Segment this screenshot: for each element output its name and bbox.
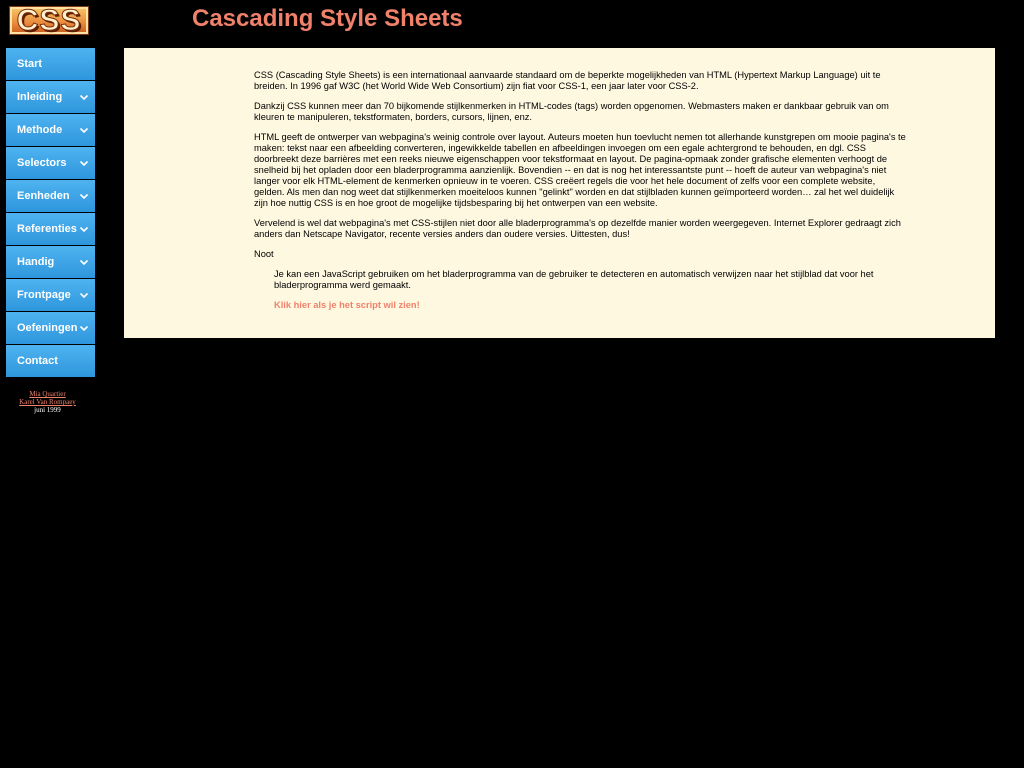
credits	[6, 390, 89, 414]
author-link-karel[interactable]: Karel Van Rompaey	[19, 398, 76, 406]
sidebar-item-label: Contact	[17, 355, 58, 367]
sidebar-item-contact[interactable]	[6, 345, 95, 377]
paragraph-browsers: Vervelend is wel dat webpagina's met CSS-stijlen niet door alle bladerprogramma's op dezelfde manier worden weergegeven. Internet Explorer gedraagt zich anders dan Netscape Navigator, recente versies anders dan oudere versies. Uittesten, dus!	[254, 218, 901, 239]
logo-text: CSS	[16, 3, 82, 37]
sidebar-item-label: Frontpage	[17, 289, 71, 301]
chevron-down-icon	[78, 124, 90, 136]
chevron-down-icon	[78, 322, 90, 334]
paragraph-features: Dankzij CSS kunnen meer dan 70 bijkomende stijlkenmerken in HTML-codes (tags) worden opgenomen. Webmasters maken er dankbaar gebruik van om kleuren te manipuleren, tekstformaten, borders, cursors, lijnen, enz.	[254, 101, 889, 122]
css-logo[interactable]	[9, 3, 89, 37]
chevron-down-icon	[78, 256, 90, 268]
sidebar-item-label: Inleiding	[17, 91, 63, 103]
note-text: Je kan een JavaScript gebruiken om het bladerprogramma van de gebruiker te detecteren en automatisch verwijzen naar het stijlblad dat voor het bladerprogramma werd gemaakt.	[274, 269, 874, 290]
chevron-down-icon	[78, 223, 90, 235]
sidebar-item-start[interactable]	[6, 48, 95, 80]
chevron-down-icon	[78, 289, 90, 301]
sidebar-item-inleiding[interactable]	[6, 81, 95, 113]
sidebar-item-handig[interactable]	[6, 246, 95, 278]
credits-date: juni 1999	[34, 406, 61, 414]
sidebar-item-label: Oefeningen	[17, 322, 78, 334]
sidebar-item-referenties[interactable]	[6, 213, 95, 245]
sidebar-nav	[6, 48, 95, 378]
main-content	[124, 48, 995, 338]
paragraph-intro: CSS (Cascading Style Sheets) is een internationaal aanvaarde standaard om de beperkte mogelijkheden van HTML (Hypertext Markup Language) uit te breiden. In 1996 gaf W3C (het World Wide Web Consortium) zijn fiat voor CSS-1, een jaar later voor CSS-2.	[254, 70, 881, 91]
page-title: Cascading Style Sheets	[192, 5, 463, 32]
sidebar-item-oefeningen[interactable]	[6, 312, 95, 344]
author-link-mia[interactable]: Mia Quartier	[29, 390, 66, 398]
sidebar-item-label: Eenheden	[17, 190, 70, 202]
sidebar-item-label: Start	[17, 58, 43, 70]
sidebar-item-selectors[interactable]	[6, 147, 95, 179]
chevron-down-icon	[78, 157, 90, 169]
sidebar-item-frontpage[interactable]	[6, 279, 95, 311]
sidebar-item-methode[interactable]	[6, 114, 95, 146]
sidebar-item-label: Selectors	[17, 157, 67, 169]
note-label: Noot	[254, 249, 274, 259]
chevron-down-icon	[78, 190, 90, 202]
note-block	[274, 269, 907, 311]
sidebar-item-label: Handig	[17, 256, 55, 268]
sidebar-item-eenheden[interactable]	[6, 180, 95, 212]
paragraph-layout: HTML geeft de ontwerper van webpagina's weinig controle over layout. Auteurs moeten hun toevlucht nemen tot allerhande kunstgrepen om mooie pagina's te maken: tekst naar een afbeelding converteren, ingewikkelde tabellen en afbeeldingen invoegen om een egale achtergrond te behouden, en dgl. CSS doorbreekt deze barrières met een reeks nieuwe eigenschappen voor tekstformaat en layout. De pagina-opmaak zonder grafische elementen verhoogt de snelheid bij het opladen door een bladerprogramma aanzienlijk. Bovendien -- en dat is nog het interessantste punt -- hoeft de auteur van webpagina's niet langer voor elk HTML-element de kenmerken opnieuw in te voeren. CSS creëert regels die voor het hele document of zelfs voor een complete website, gelden. Als men dan nog weet dat stijlkenmerken moeiteloos kunnen "gelinkt" worden en dat stijlbladen kunnen geïmporteerd worden… zal het wel duidelijk zijn hoe nuttig CSS is en hoe groot de mogelijke tijdsbesparing bij het ontwerpen van een website.	[254, 132, 906, 208]
script-link[interactable]: Klik hier als je het script wil zien!	[274, 300, 420, 310]
sidebar-item-label: Methode	[17, 124, 63, 136]
sidebar-item-label: Referenties	[17, 223, 77, 235]
chevron-down-icon	[78, 91, 90, 103]
